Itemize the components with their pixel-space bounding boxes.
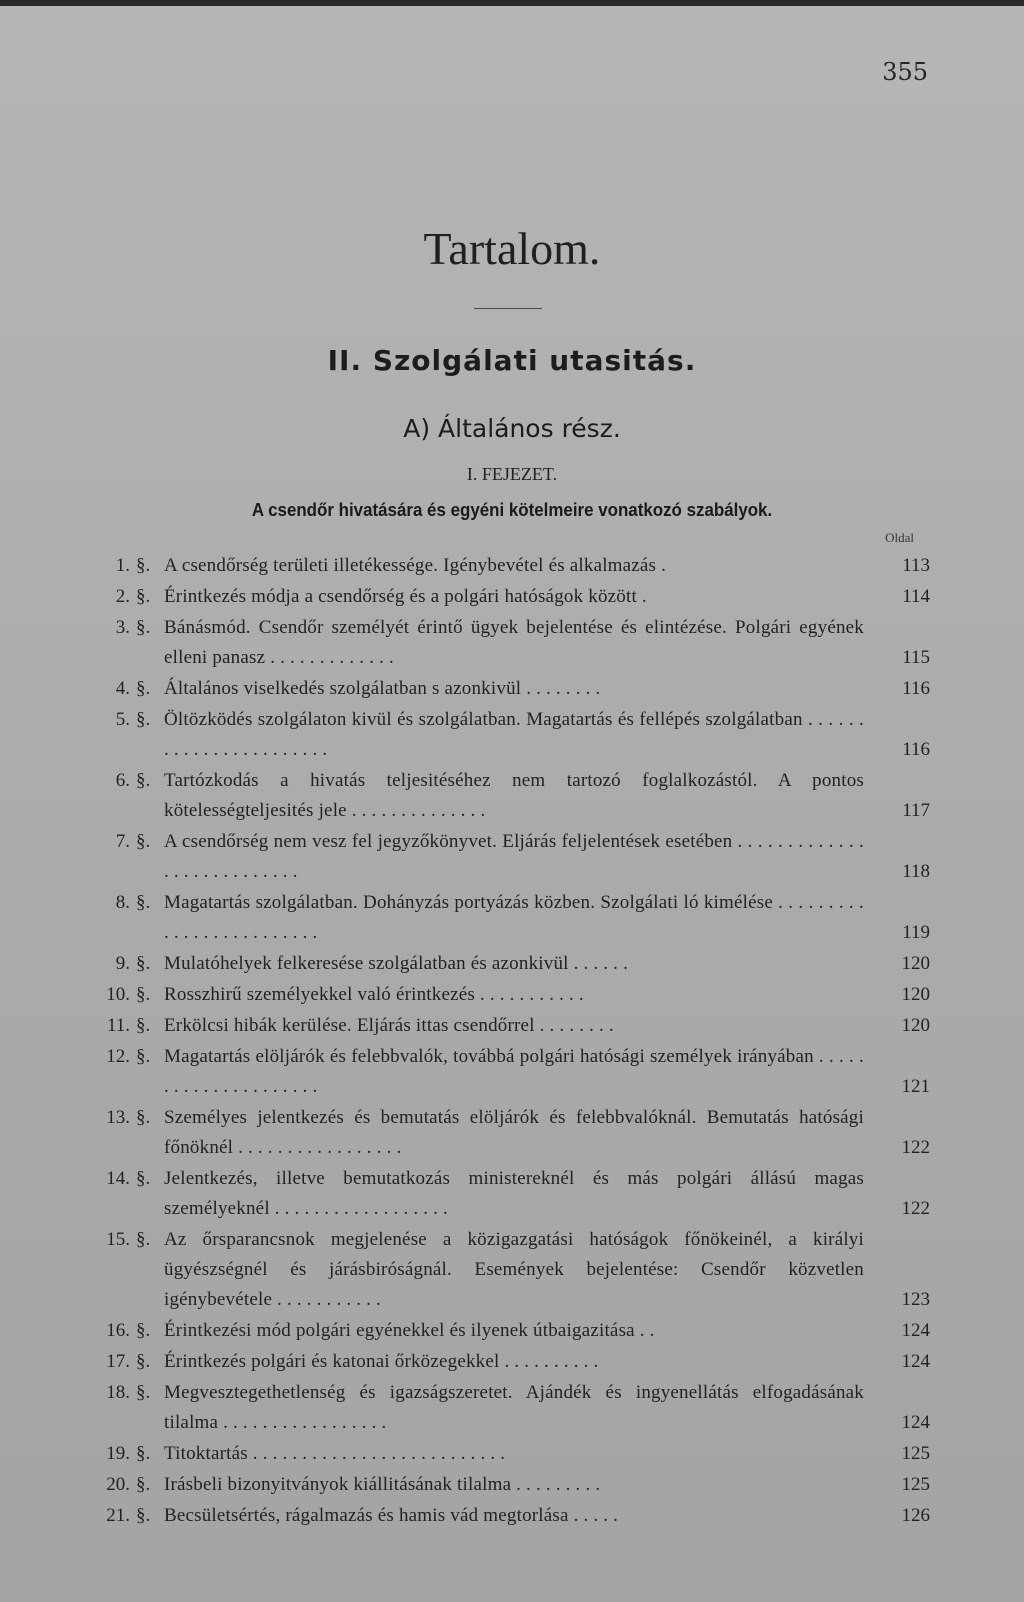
- entry-number: 9.: [115, 953, 130, 974]
- entry-text: Bánásmód. Csendőr személyét érintő ügyek bejelentése és elintézése. Polgári egyének elleni panasz . . . . . . . . . . . . .: [164, 617, 864, 668]
- toc-entry: [100, 582, 930, 612]
- toc-entry: [100, 827, 930, 887]
- entry-text: Mulatóhelyek felkeresése szolgálatban és azonkivül . . . . . .: [164, 953, 629, 974]
- entry-text: Az őrsparancsnok megjelenése a közigazgatási hatóságok főnökeinél, a királyi ügyészségnél és járásbiróságnál. Események bejelentése: Csendőr közvetlen igénybevétele . . . . . . . . . . .: [164, 1229, 864, 1310]
- section-sign: §.: [136, 586, 151, 607]
- entry-number: 16.: [106, 1320, 130, 1341]
- toc-entry: [100, 1164, 930, 1224]
- toc-entry: [100, 1042, 930, 1102]
- entry-text: Rosszhirű személyekkel való érintkezés . . . . . . . . . . .: [164, 984, 584, 1005]
- toc-entry: [100, 705, 930, 765]
- entry-number: 3.: [115, 617, 130, 638]
- entry-text: Általános viselkedés szolgálatban s azonkivül . . . . . . . .: [164, 678, 601, 699]
- toc-entry: [100, 613, 930, 673]
- section-sign: §.: [136, 617, 151, 638]
- chapter-title: A csendőr hivatására és egyéni kötelmeire vonatkozó szabályok.: [251, 500, 773, 520]
- chapter-number: I. FEJEZET.: [466, 464, 558, 484]
- entry-text: Jelentkezés, illetve bemutatkozás ministereknél és más polgári állású magas személyeknél . . . . . . . . . . . . . . . . . .: [164, 1168, 864, 1219]
- entry-page: 119: [902, 922, 930, 943]
- section-sign: §.: [136, 678, 151, 699]
- toc-entry: [100, 1316, 930, 1346]
- entry-page: 124: [901, 1351, 930, 1372]
- entry-page: 122: [901, 1137, 930, 1158]
- section-sign: §.: [136, 709, 151, 730]
- entry-page: 120: [901, 1015, 930, 1036]
- toc-entry: [100, 888, 930, 948]
- entry-page: 123: [901, 1289, 930, 1310]
- entry-number: 19.: [106, 1443, 130, 1464]
- entry-page: 115: [902, 647, 930, 668]
- title-divider: [474, 308, 542, 309]
- entry-number: 14.: [106, 1168, 130, 1189]
- toc-entry: [100, 551, 930, 581]
- toc-entry: [100, 766, 930, 826]
- entry-text: Érintkezés polgári és katonai őrközegekkel . . . . . . . . . .: [164, 1351, 599, 1372]
- entry-page: 116: [902, 739, 930, 760]
- section-sign: §.: [136, 892, 151, 913]
- entry-page: 120: [901, 984, 930, 1005]
- page-number: 355: [882, 58, 928, 86]
- toc-entry: [100, 1011, 930, 1041]
- toc-entry: [100, 674, 930, 704]
- entry-page: 114: [902, 586, 930, 607]
- section-sign: §.: [136, 1015, 151, 1036]
- section-sign: §.: [136, 1505, 151, 1526]
- section-sign: §.: [136, 1351, 151, 1372]
- entry-text: Érintkezés módja a csendőrség és a polgári hatóságok között .: [164, 586, 647, 607]
- toc-entry: [100, 1225, 930, 1315]
- section-heading: A) Általános rész.: [403, 414, 621, 443]
- entry-number: 10.: [106, 984, 130, 1005]
- entry-text: Tartózkodás a hivatás teljesitéséhez nem tartozó foglalkozástól. A pontos kötelességteljesités jele . . . . . . . . . . . . . .: [164, 770, 864, 821]
- entry-number: 13.: [106, 1107, 130, 1128]
- entry-text: A csendőrség területi illetékessége. Igénybevétel és alkalmazás .: [164, 555, 667, 576]
- entry-number: 8.: [115, 892, 130, 913]
- entry-text: Érintkezési mód polgári egyénekkel és ilyenek útbaigazitása . .: [164, 1320, 655, 1341]
- entry-number: 18.: [106, 1382, 130, 1403]
- entry-page: 126: [901, 1505, 930, 1526]
- section-sign: §.: [136, 555, 151, 576]
- toc-entry: [100, 980, 930, 1010]
- toc-entry: [100, 1470, 930, 1500]
- section-sign: §.: [136, 1168, 151, 1189]
- table-of-contents: [100, 551, 930, 1532]
- entry-page: 121: [901, 1076, 930, 1097]
- entry-text: Magatartás elöljárók és felebbvalók, továbbá polgári hatósági személyek irányában . . . . . . . . . . . . . . . . . . . . .: [164, 1046, 864, 1097]
- section-sign: §.: [136, 984, 151, 1005]
- entry-page: 117: [902, 800, 930, 821]
- page-title: Tartalom.: [423, 223, 601, 274]
- part-heading: II. Szolgálati utasitás.: [327, 344, 697, 377]
- entry-page: 120: [901, 953, 930, 974]
- entry-page: 116: [902, 678, 930, 699]
- entry-page: 125: [901, 1443, 930, 1464]
- entry-text: Személyes jelentkezés és bemutatás elöljárók és felebbvalóknál. Bemutatás hatósági főnöknél . . . . . . . . . . . . . . . . .: [164, 1107, 864, 1158]
- entry-number: 6.: [115, 770, 130, 791]
- toc-entry: [100, 1501, 930, 1531]
- section-sign: §.: [136, 1046, 151, 1067]
- entry-page: 122: [901, 1198, 930, 1219]
- entry-text: Öltözködés szolgálaton kivül és szolgálatban. Magatartás és fellépés szolgálatban . . . . . . . . . . . . . . . . . . . . . . .: [164, 709, 864, 760]
- section-sign: §.: [136, 1320, 151, 1341]
- entry-page: 118: [902, 861, 930, 882]
- entry-text: A csendőrség nem vesz fel jegyzőkönyvet. Eljárás feljelentések esetében . . . . . . . . . . . . . . . . . . . . . . . . . . .: [164, 831, 864, 882]
- top-edge-rule: [0, 0, 1024, 6]
- section-sign: §.: [136, 1443, 151, 1464]
- entry-text: Megvesztegethetlenség és igazságszeretet. Ajándék és ingyenellátás elfogadásának tilalma . . . . . . . . . . . . . . . . .: [164, 1382, 864, 1433]
- toc-entry: [100, 1103, 930, 1163]
- toc-entry: [100, 1347, 930, 1377]
- entry-number: 11.: [106, 1015, 130, 1036]
- entry-number: 15.: [106, 1229, 130, 1250]
- entry-number: 20.: [106, 1474, 130, 1495]
- entry-number: 4.: [115, 678, 130, 699]
- section-sign: §.: [136, 770, 151, 791]
- entry-number: 2.: [115, 586, 130, 607]
- section-sign: §.: [136, 1107, 151, 1128]
- entry-number: 21.: [106, 1505, 130, 1526]
- section-sign: §.: [136, 831, 151, 852]
- entry-number: 17.: [106, 1351, 130, 1372]
- page-column-header: Oldal: [885, 530, 914, 545]
- entry-text: Erkölcsi hibák kerülése. Eljárás ittas csendőrrel . . . . . . . .: [164, 1015, 614, 1036]
- entry-text: Becsületsértés, rágalmazás és hamis vád megtorlása . . . . .: [164, 1505, 619, 1526]
- entry-number: 7.: [115, 831, 130, 852]
- section-sign: §.: [136, 953, 151, 974]
- section-sign: §.: [136, 1229, 151, 1250]
- entry-number: 1.: [115, 555, 130, 576]
- entry-text: Titoktartás . . . . . . . . . . . . . . . . . . . . . . . . . .: [164, 1443, 506, 1464]
- entry-number: 12.: [106, 1046, 130, 1067]
- entry-number: 5.: [115, 709, 130, 730]
- entry-text: Magatartás szolgálatban. Dohányzás portyázás közben. Szolgálati ló kimélése . . . . . . . . . . . . . . . . . . . . . . . . .: [164, 892, 864, 943]
- toc-entry: [100, 1378, 930, 1438]
- entry-page: 124: [901, 1412, 930, 1433]
- section-sign: §.: [136, 1474, 151, 1495]
- entry-page: 124: [901, 1320, 930, 1341]
- entry-page: 113: [902, 555, 930, 576]
- toc-entry: [100, 1439, 930, 1469]
- section-sign: §.: [136, 1382, 151, 1403]
- entry-text: Irásbeli bizonyitványok kiállitásának tilalma . . . . . . . . .: [164, 1474, 601, 1495]
- entry-page: 125: [901, 1474, 930, 1495]
- toc-entry: [100, 949, 930, 979]
